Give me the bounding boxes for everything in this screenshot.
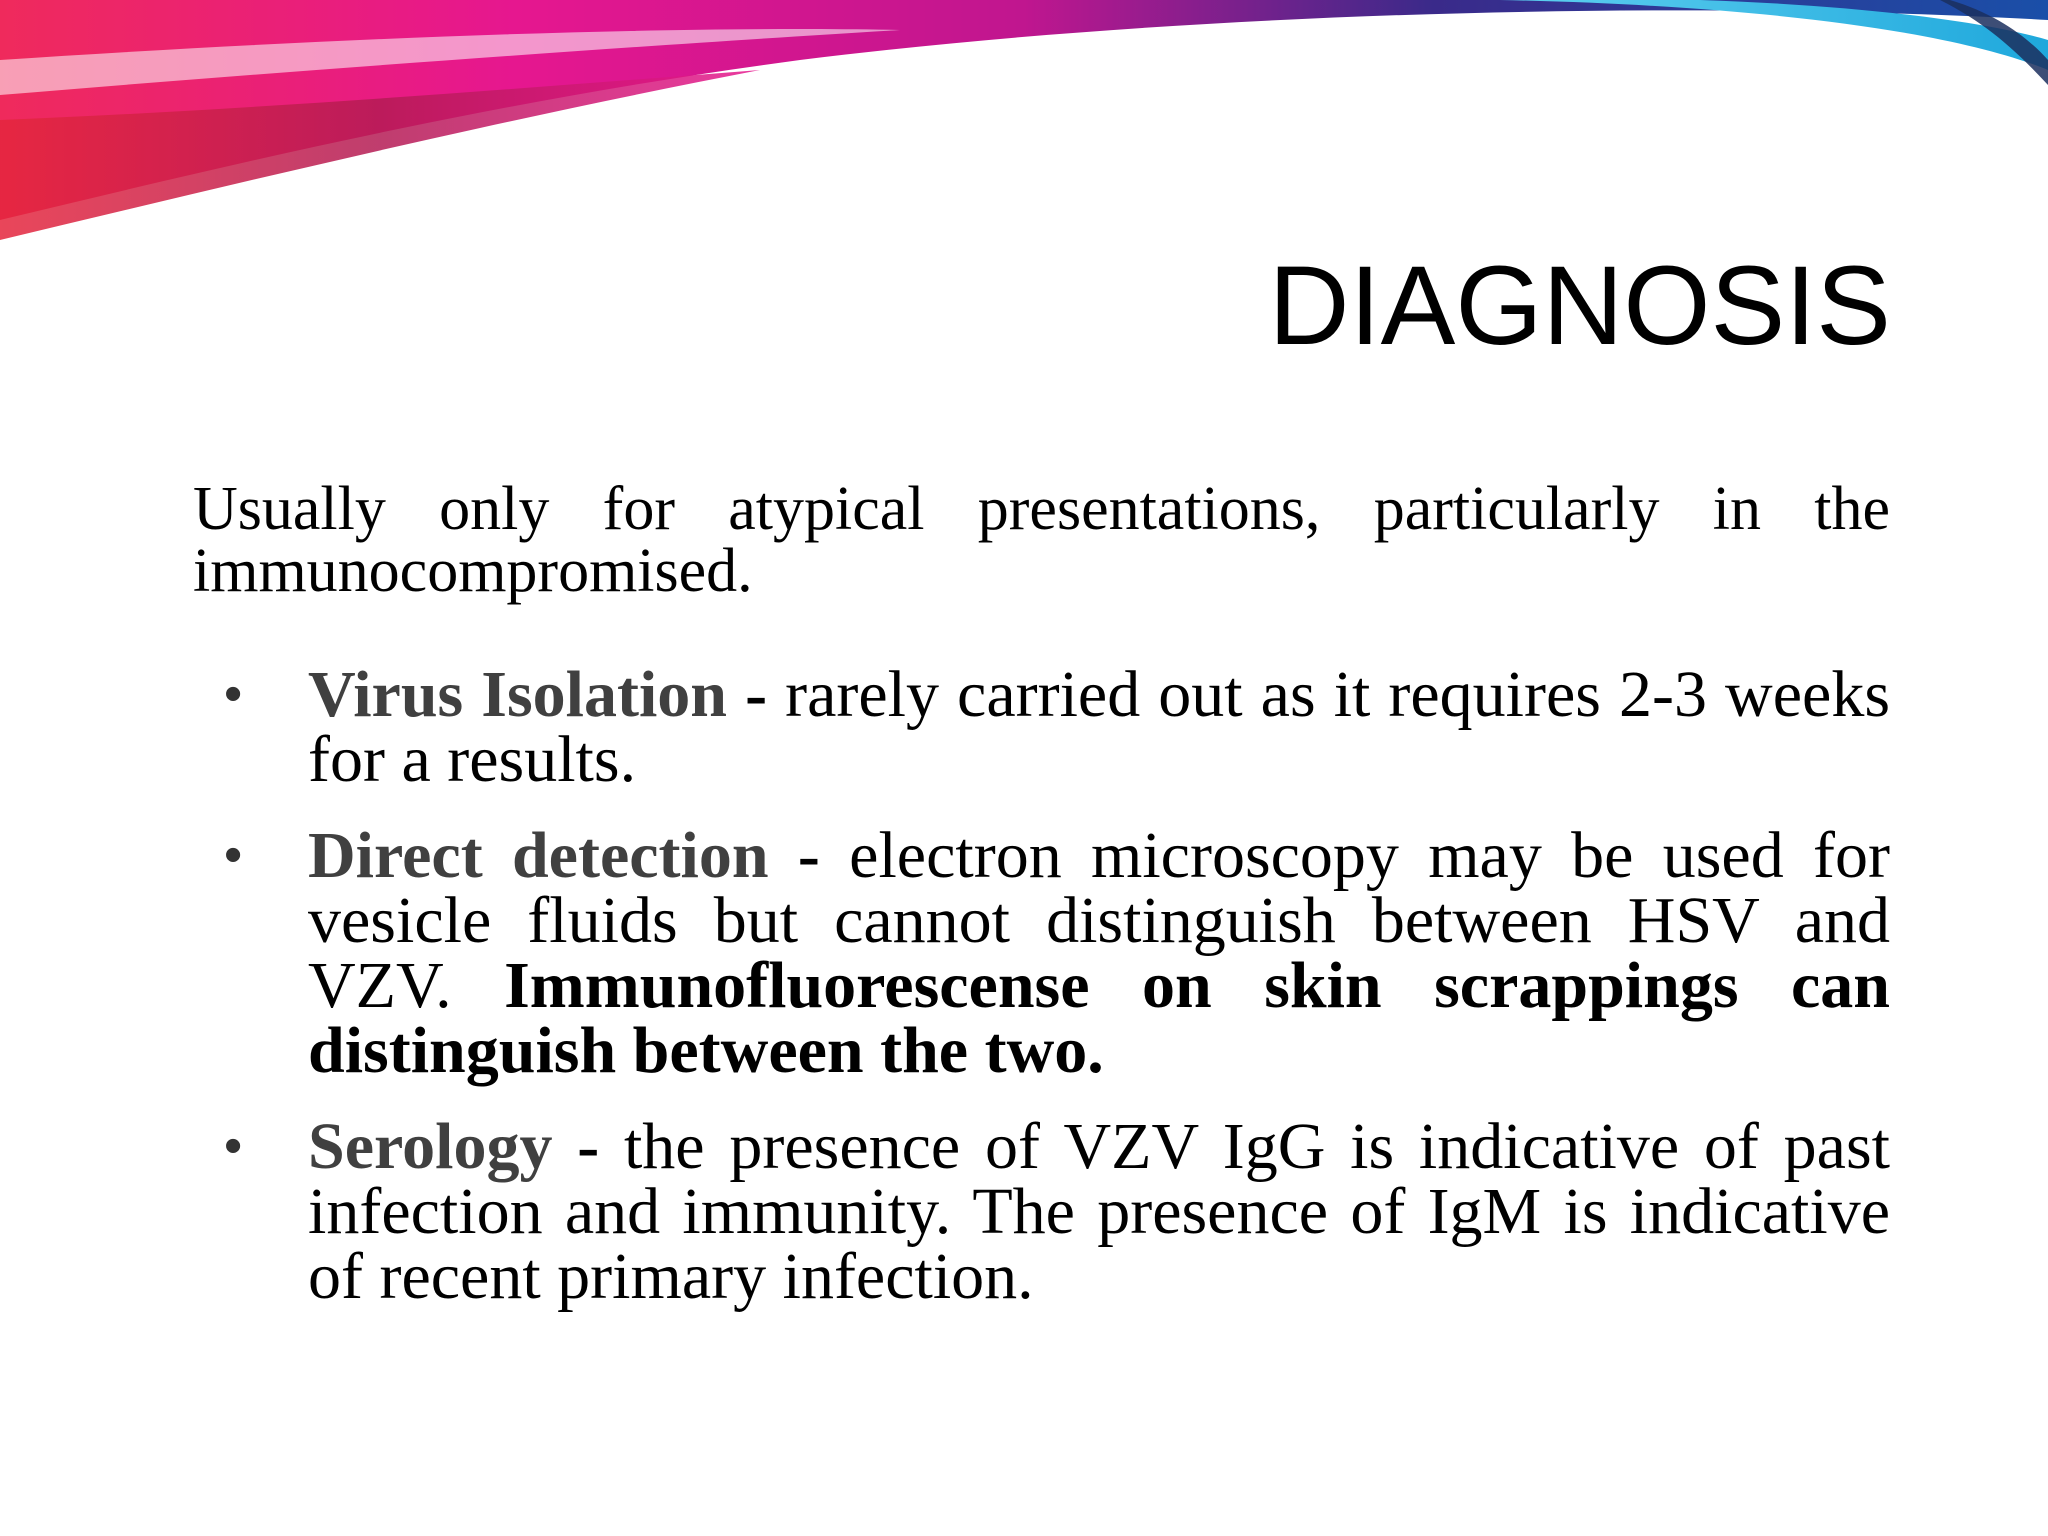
bullet-text: electron microscopy may be used for vesicle fluids but cannot distinguish between HSV and VZV.: [308, 819, 1890, 1022]
bullet-dash: -: [727, 658, 786, 731]
bullet-dash: -: [552, 1110, 624, 1183]
slide-title: DIAGNOSIS: [1268, 243, 1891, 368]
bullet-text: the presence of VZV IgG is indicative of past infection and immunity. The presence of IgM is indicative of recent primary infection.: [308, 1110, 1890, 1313]
bullet-serology: [224, 1110, 1890, 1313]
bullet-dot-icon: •: [224, 1117, 243, 1175]
bullet-dash: -: [768, 819, 850, 892]
decorative-swoosh: [0, 0, 2048, 260]
bullet-term: Serology: [308, 1110, 553, 1183]
bullet-dot-icon: •: [224, 826, 243, 884]
bullet-emphasis: Immunofluorescense on skin scrappings can distinguish between the two.: [308, 949, 1890, 1087]
bullet-term: Virus Isolation: [308, 658, 728, 731]
bullet-term: Direct detection: [308, 819, 769, 892]
bullet-list: [224, 658, 1890, 1340]
bullet-virus-isolation: [224, 658, 1890, 796]
bullet-text: rarely carried out as it requires 2-3 weeks for a results.: [308, 658, 1890, 796]
intro-paragraph: Usually only for atypical presentations, particularly in the immunocompromised.: [193, 475, 1890, 605]
bullet-dot-icon: •: [224, 665, 243, 723]
bullet-direct-detection: [224, 819, 1890, 1087]
